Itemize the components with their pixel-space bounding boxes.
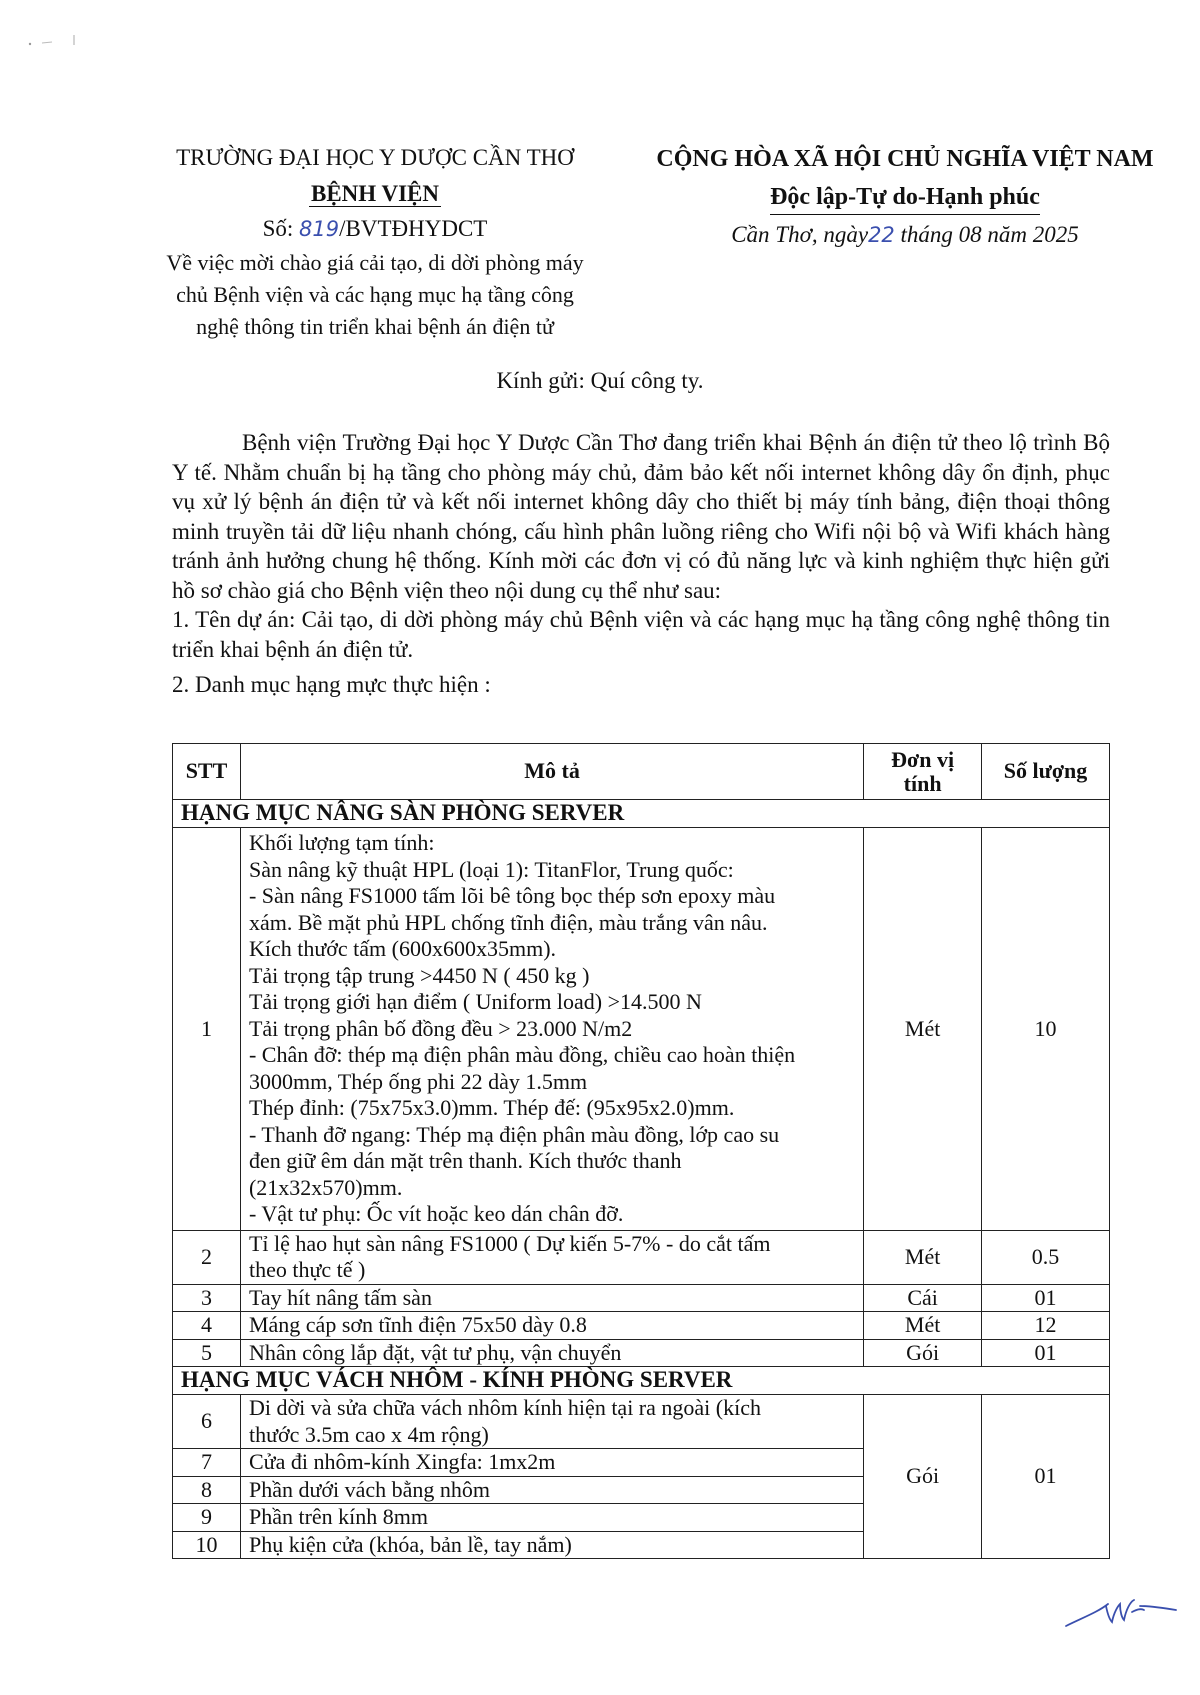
school-name: TRƯỜNG ĐẠI HỌC Y DƯỢC CẦN THƠ (176, 145, 574, 170)
section-row (173, 800, 1110, 828)
handwritten-number: 819 (299, 217, 340, 242)
header-unit: Đơn vị tính (864, 744, 982, 800)
nation-title: CỘNG HÒA XÃ HỘI CHỦ NGHĨA VIỆT NAM (656, 146, 1154, 172)
table-row: 8 Phần dưới vách bằng nhôm (173, 1476, 1110, 1504)
handwritten-day: 22 (868, 222, 895, 247)
table-header-row (173, 744, 1110, 800)
row-description: Nhân công lắp đặt, vật tư phụ, vận chuyển (240, 1339, 863, 1367)
row-description: Tỉ lệ hao hụt sàn nâng FS1000 ( Dự kiến 5-7% - do cắt tấm theo thực tế ) (240, 1230, 863, 1284)
initials-signature (1060, 1592, 1180, 1632)
national-motto: Độc lập-Tự do-Hạnh phúc (770, 183, 1040, 215)
row-description: Khối lượng tạm tính: Sàn nâng kỹ thuật HPL (loại 1): TitanFlor, Trung quốc: - Sàn nâng FS1000 tấm lõi bê tông bọc thép sơn epoxy màu xám. Bề mặt phủ HPL chống tĩnh điện, màu trắng vân nâu. Kích thước tấm (600x600x35mm). Tải trọng tập trung >4450 N ( 450 kg ) Tải trọng giới hạn điểm ( Uniform load) >14.500 N Tải trọng phân bố đồng đều > 23.000 N/m2 - Chân đỡ: thép mạ điện phân màu đồng, chiều cao hoàn thiện 3000mm, Thép ống phi 22 dày 1.5mm Thép đỉnh: (75x75x3.0)mm. Thép đế: (95x95x2.0)mm. - Thanh đỡ ngang: Thép mạ điện phân màu đồng, lớp cao su đen giữ êm dán mặt trên thanh. Kích thước thanh (21x32x570)mm. - Vật tư phụ: Ốc vít hoặc keo dán chân đỡ. (240, 828, 863, 1231)
row-description: Cửa đi nhôm-kính Xingfa: 1mx2m (240, 1449, 863, 1477)
work-items-table (172, 743, 1110, 1559)
scan-mark (22, 30, 82, 50)
greeting: Kính gửi: Quí công ty. (496, 368, 704, 393)
row-description: Máng cáp sơn tĩnh điện 75x50 dày 0.8 (240, 1312, 863, 1340)
table-row: 4 Máng cáp sơn tĩnh điện 75x50 dày 0.8 Mét 12 (173, 1312, 1110, 1340)
table-row: 3 Tay hít nâng tấm sàn Cái 01 (173, 1284, 1110, 1312)
issuer-block (150, 140, 600, 343)
national-header (640, 140, 1170, 254)
item-list-heading: 2. Danh mục hạng mực thực hiện : (172, 672, 491, 697)
table-row: 6 Di dời và sửa chữa vách nhôm kính hiện tại ra ngoài (kích thước 3.5m cao x 4m rộng) Gói 01 (173, 1395, 1110, 1449)
place-date: Cần Thơ, ngày22 tháng 08 năm 2025 (731, 221, 1079, 247)
header-desc: Mô tả (240, 744, 863, 800)
body-text (172, 428, 1110, 700)
section-title: HẠNG MỤC NÂNG SÀN PHÒNG SERVER (173, 800, 1110, 828)
row-description: Di dời và sửa chữa vách nhôm kính hiện tại ra ngoài (kích thước 3.5m cao x 4m rộng) (240, 1395, 863, 1449)
table-row: 1 Khối lượng tạm tính: Sàn nâng kỹ thuật HPL (loại 1): TitanFlor, Trung quốc: - Sàn nâng FS1000 tấm lõi bê tông bọc thép sơn epoxy màu xám. Bề mặt phủ HPL chống tĩnh điện, màu trắng vân nâu. Kích thước tấm (600x600x35mm). Tải trọng tập trung >4450 N ( 450 kg ) Tải trọng giới hạn điểm ( Uniform load) >14.500 N Tải trọng phân bố đồng đều > 23.000 N/m2 - Chân đỡ: thép mạ điện phân màu đồng, chiều cao hoàn thiện 3000mm, Thép ống phi 22 dày 1.5mm Thép đỉnh: (75x75x3.0)mm. Thép đế: (95x95x2.0)mm. - Thanh đỡ ngang: Thép mạ điện phân màu đồng, lớp cao su đen giữ êm dán mặt trên thanh. Kích thước thanh (21x32x570)mm. - Vật tư phụ: Ốc vít hoặc keo dán chân đỡ. Mét 10 (173, 828, 1110, 1231)
table-row: 10 Phụ kiện cửa (khóa, bản lề, tay nắm) (173, 1531, 1110, 1559)
row-description: Phụ kiện cửa (khóa, bản lề, tay nắm) (240, 1531, 863, 1559)
intro-paragraph: Bệnh viện Trường Đại học Y Dược Cần Thơ đang triển khai Bệnh án điện tử theo lộ trình Bộ Y tế. Nhằm chuẩn bị hạ tầng cho phòng máy chủ, đảm bảo kết nối internet không dây ổn định, phục vụ xử lý bệnh án điện tử và kết nối internet không dây cho thiết bị máy tính bảng, điện thoại thông minh truyền tải dữ liệu nhanh chóng, cấu hình phân luồng riêng cho Wifi nội bộ và Wifi khách hàng tránh ảnh hưởng chung hệ thống. Kính mời các đơn vị có đủ năng lực và kinh nghiệm thực hiện gửi hồ sơ chào giá cho Bệnh viện theo nội dung cụ thể như sau: (172, 430, 1110, 603)
table-row: 9 Phần trên kính 8mm (173, 1504, 1110, 1532)
table-row: 7 Cửa đi nhôm-kính Xingfa: 1mx2m (173, 1449, 1110, 1477)
row-description: Phần dưới vách bằng nhôm (240, 1476, 863, 1504)
section-row (173, 1367, 1110, 1395)
unit-name: BỆNH VIỆN (310, 180, 440, 206)
row-description: Phần trên kính 8mm (240, 1504, 863, 1532)
project-name: 1. Tên dự án: Cải tạo, di dời phòng máy chủ Bệnh viện và các hạng mục hạ tầng công nghệ thông tin triển khai bệnh án điện tử. (172, 607, 1110, 662)
document-subject: Về việc mời chào giá cải tạo, di dời phòng máy chủ Bệnh viện và các hạng mục hạ tầng công nghệ thông tin triển khai bệnh án điện tử (166, 249, 584, 339)
header-stt: STT (173, 744, 241, 800)
row-description: Tay hít nâng tấm sàn (240, 1284, 863, 1312)
table-row: 2 Tỉ lệ hao hụt sàn nâng FS1000 ( Dự kiến 5-7% - do cắt tấm theo thực tế ) Mét 0.5 (173, 1230, 1110, 1284)
document-number: Số: 819/BVTĐHYDCT (262, 216, 488, 242)
table-row: 5 Nhân công lắp đặt, vật tư phụ, vận chuyển Gói 01 (173, 1339, 1110, 1367)
header-qty: Số lượng (982, 744, 1110, 800)
section-title: HẠNG MỤC VÁCH NHÔM - KÍNH PHÒNG SERVER (173, 1367, 1110, 1395)
